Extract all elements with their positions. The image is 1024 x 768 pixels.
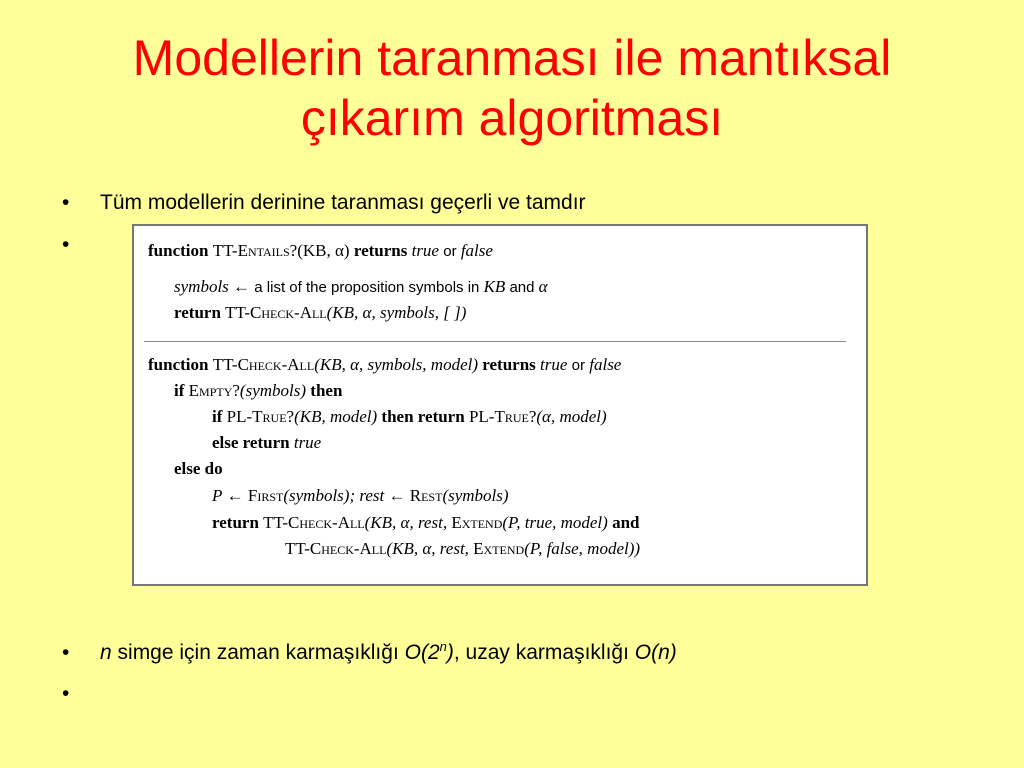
algo-line-8: else do — [174, 459, 223, 478]
bullet-text-1: Tüm modellerin derinine taranması geçerli ve tamdır — [100, 191, 586, 214]
bullet-marker-4: • — [62, 682, 70, 705]
algo-line-4: function TT-Check-All(KB, α, symbols, model) returns true or false — [148, 355, 622, 374]
bullet-marker-1: • — [62, 191, 70, 214]
algo-line-7: else return true — [212, 433, 322, 452]
bullet-marker-3: • — [62, 641, 70, 664]
slide-title-line1: Modellerin taranması ile mantıksal — [132, 30, 892, 86]
algo-line-9: P ← First(symbols); rest ← Rest(symbols) — [212, 486, 509, 505]
algorithm-box — [132, 224, 868, 586]
bullet-text-3: n simge için zaman karmaşıklığı O(2$^n$), uzay karmaşıklığı O(n) — [100, 639, 677, 664]
algo-line-11: TT-Check-All(KB, α, rest, Extend(P, false, model)) — [285, 539, 641, 558]
algo-line-2: symbols ← a list of the proposition symbols in KB and α — [174, 277, 548, 296]
algo-line-6: if PL-True?(KB, model) then return PL-True?(α, model) — [212, 407, 607, 426]
algo-line-3: return TT-Check-All(KB, α, symbols, [ ]) — [174, 303, 467, 322]
algo-line-1: function TT-Entails?(KB, α) returns true or false — [148, 241, 493, 260]
algo-line-10: return TT-Check-All(KB, α, rest, Extend(P, true, model) and — [212, 513, 640, 532]
algo-line-5: if Empty?(symbols) then — [174, 381, 343, 400]
slide-title — [0, 28, 1024, 148]
slide-title-line2: çıkarım algoritması — [300, 90, 724, 146]
bullet-marker-2: • — [62, 233, 70, 256]
algo-separator — [144, 341, 846, 342]
